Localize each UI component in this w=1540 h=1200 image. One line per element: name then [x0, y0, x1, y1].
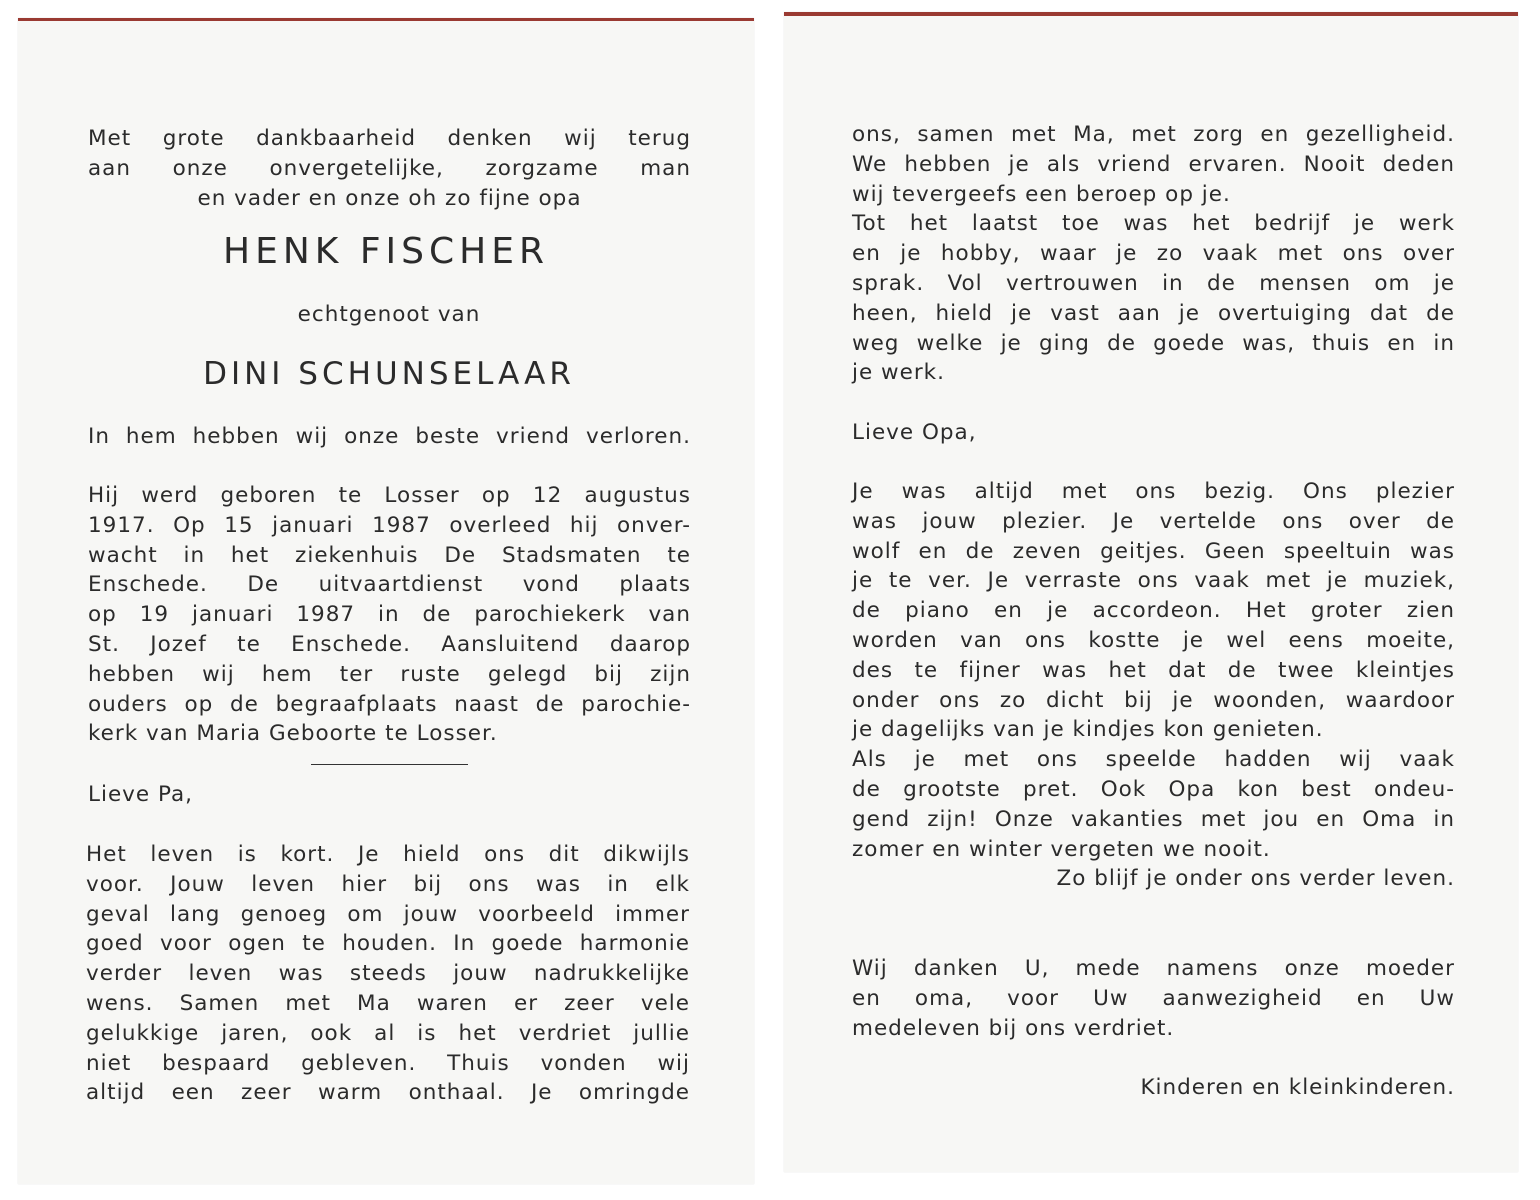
text-line: de piano en je accordeon. Het groter zien: [852, 598, 1455, 624]
text-line: Als je met ons speelde hadden wij vaak: [852, 747, 1455, 773]
text-line: Enschede. De uitvaartdienst vond plaats: [88, 572, 691, 598]
pa-paragraph: [86, 840, 690, 1108]
text-line: was jouw plezier. Je vertelde ons over de: [852, 508, 1455, 534]
text-line: Tot het laatst toe was het bedrijf je werk: [852, 211, 1455, 237]
lost-line: [88, 422, 691, 452]
text-line: wens. Samen met Ma waren er zeer vele: [86, 990, 690, 1016]
text-line: Je was altijd met ons bezig. Ons plezier: [852, 479, 1455, 504]
intro-paragraph: [88, 124, 691, 213]
text-line: zomer en winter vergeten we nooit.: [852, 836, 1271, 862]
text-line: Het leven is kort. Je hield ons dit dikwijls: [86, 842, 690, 867]
card-left-page: [18, 18, 754, 1184]
text-line: des te fijner was het dat de twee kleintjes: [852, 657, 1455, 683]
spouse-label: echtgenoot van: [297, 302, 481, 327]
text-line: verder leven was steeds jouw nadrukkelijke: [86, 961, 690, 987]
text-line: medeleven bij ons verdriet.: [852, 1015, 1175, 1041]
card-right-page: [784, 12, 1518, 1172]
text-line: Zo blijf je onder ons verder leven.: [1056, 866, 1455, 892]
text-line: je dagelijks van je kindjes kon genieten.: [852, 717, 1324, 743]
text-line: heen, hield je vast aan je overtuiging dat de: [852, 300, 1455, 326]
text-line: St. Jozef te Enschede. Aansluitend daarop: [88, 631, 691, 657]
greeting-opa: [852, 418, 1455, 448]
text-line: Lieve Pa,: [88, 782, 193, 807]
text-line: goed voor ogen te houden. In goede harmonie: [86, 931, 690, 957]
text-line: niet bespaard gebleven. Thuis vonden wij: [86, 1050, 690, 1076]
text-line: Hij werd geboren te Losser op 12 augustus: [88, 483, 691, 508]
text-line: ouders op de begraafplaats naast de parochie-: [88, 691, 691, 717]
text-line: altijd een zeer warm onthaal. Je omringde: [86, 1080, 690, 1106]
text-line: Wij danken U, mede namens onze moeder: [852, 956, 1455, 981]
text-line: gelukkige jaren, ook al is het verdriet jullie: [86, 1020, 690, 1046]
text-line: onder ons zo dicht bij je woonden, waardoor: [852, 687, 1455, 713]
text-line: worden van ons kostte je wel eens moeite,: [852, 627, 1455, 653]
biography-paragraph: [88, 481, 691, 749]
text-line: geval lang genoeg om jouw voorbeeld immer: [86, 901, 690, 927]
opa-paragraph: [852, 477, 1455, 894]
closing-paragraph: [852, 954, 1455, 1043]
text-line: wacht in het ziekenhuis De Stadsmaten te: [88, 542, 691, 568]
text-line: op 19 januari 1987 in de parochiekerk van: [88, 602, 691, 628]
text-line: je te ver. Je verraste ons vaak met je muziek,: [852, 568, 1455, 594]
greeting-pa: [88, 780, 691, 810]
text-line: ons, samen met Ma, met zorg en gezelligheid.: [852, 122, 1455, 147]
text-line: 1917. Op 15 januari 1987 overleed hij onver-: [88, 512, 691, 538]
spouse-name: DINI SCHUNSELAAR: [203, 356, 575, 392]
text-line: wij tevergeefs een beroep op je.: [852, 181, 1231, 207]
text-line: Kinderen en kleinkinderen.: [1140, 1075, 1455, 1100]
text-line: Met grote dankbaarheid denken wij terug: [88, 126, 691, 151]
text-line: en je hobby, waar je zo vaak met ons over: [852, 241, 1455, 267]
text-line: We hebben je als vriend ervaren. Nooit deden: [852, 151, 1455, 177]
text-line: kerk van Maria Geboorte te Losser.: [88, 721, 498, 747]
text-line: weg welke je ging de goede was, thuis en in: [852, 330, 1455, 356]
text-line: Lieve Opa,: [852, 420, 977, 445]
text-line: de grootste pret. Ook Opa kon best ondeu-: [852, 776, 1455, 802]
continuation-paragraph: [852, 120, 1455, 388]
text-line: hebben wij hem ter ruste gelegd bij zijn: [88, 661, 691, 687]
text-line: je werk.: [852, 360, 945, 386]
text-line: sprak. Vol vertrouwen in de mensen om je: [852, 270, 1455, 296]
text-line: aan onze onvergetelijke, zorgzame man: [88, 155, 691, 181]
section-divider: [311, 764, 468, 765]
text-line: voor. Jouw leven hier bij ons was in elk: [86, 871, 690, 897]
text-line: gend zijn! Onze vakanties met jou en Oma in: [852, 806, 1455, 832]
text-line: en oma, voor Uw aanwezigheid en Uw: [852, 985, 1455, 1011]
deceased-name: HENK FISCHER: [223, 231, 549, 272]
text-line: en vader en onze oh zo fijne opa: [197, 185, 582, 211]
text-line: In hem hebben wij onze beste vriend verloren.: [88, 424, 691, 449]
signature-line: [852, 1073, 1455, 1103]
text-line: wolf en de zeven geitjes. Geen speeltuin was: [852, 538, 1455, 564]
